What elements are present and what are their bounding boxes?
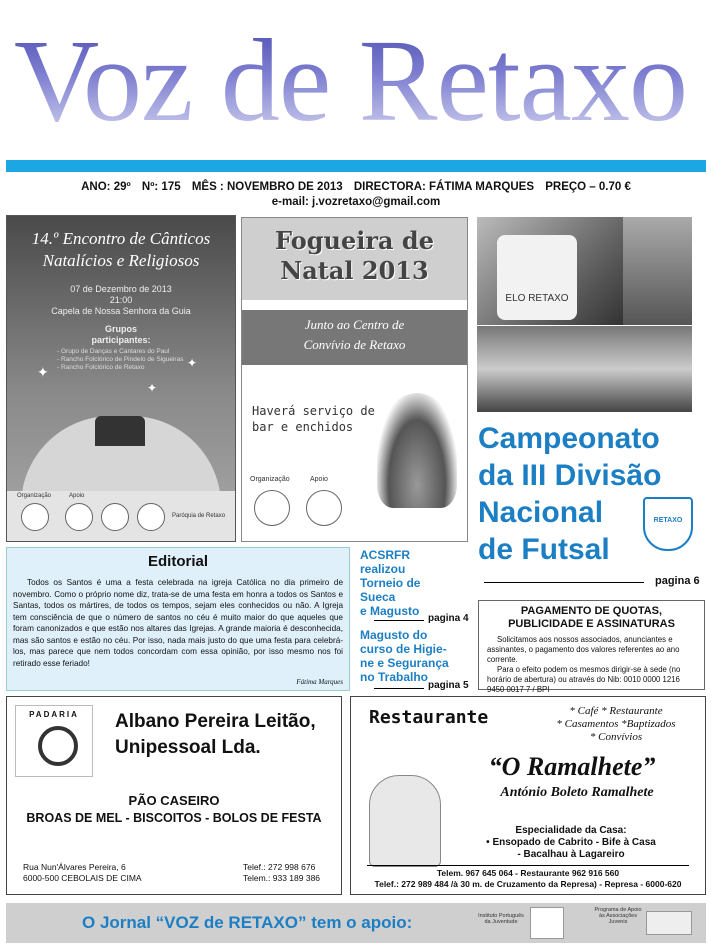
phone-line: Telem.: 933 189 386 [243, 873, 321, 883]
service-line: * Café * Restaurante [569, 705, 663, 717]
news-line: Sueca [360, 590, 396, 604]
address-line: Rua Nun'Álvares Pereira, 6 [23, 862, 126, 872]
padaria-name-line1: Albano Pereira Leitão, [115, 711, 316, 732]
seal-icon [101, 503, 129, 531]
news-headline [360, 628, 472, 684]
quotas-paragraph: Para o efeito podem os mesmos dirigir-se à sede (no horário de abertura) ou através do Nib: 0010 0000 1216 9450 0017 7 / BPI [487, 665, 681, 694]
restaurante-specialties [461, 825, 681, 861]
poster-encontro [6, 215, 236, 542]
padaria-logo-text: PADARIA [29, 710, 79, 719]
club-shield-text: RETAXO [653, 517, 683, 524]
poster-encontro-title-line1: 14.º Encontro de Cânticos [31, 229, 211, 248]
poster-fogueira-title [242, 226, 467, 286]
headline-line: Campeonato [478, 422, 660, 455]
page-ref[interactable]: pagina 4 [428, 613, 469, 624]
poster-fogueira-sub-line2: Convívio de Retaxo [303, 337, 406, 352]
poster-fogueira-sub-line1: Junto ao Centro de [304, 317, 405, 332]
gear-icon [38, 726, 78, 766]
headline-line: de Futsal [478, 533, 610, 566]
headline-line: da III Divisão [478, 459, 662, 492]
news-line: ACSRFR [360, 548, 410, 562]
poster-fogueira-service [252, 403, 375, 435]
nativity-icon [95, 416, 145, 446]
poster-fogueira-title-line2: Natal 2013 [280, 256, 429, 285]
editorial-body: Todos os Santos é uma a festa celebrada na igreja Católica no dia primeiro de novembro. Como o próprio nome diz, trata-se de uma festa em honra a todos os Santos e Santas, todos os mártires, de todos os tempos, sejam eles conhecidos ou não. A Igreja tem consciência de que o número de santos no céu é muito maior do que aqueles que foram canonizados e que estão nos altares das Igrejas. A grande maioria é desconhecida, mas são santos e estão no céu. Por isso, nada mais justo do que uma festa para celebrá-los, mas parece que nem todos concordam com essa opinião, por isso mesmo nos foi retirado esse feriado! [13, 578, 343, 668]
footer-support-bar [6, 903, 706, 943]
address-line: 6000-500 CEBOLAIS DE CIMA [23, 873, 142, 883]
club-shield-icon [643, 497, 693, 551]
restaurante-services [527, 705, 705, 744]
logo-caption: Paróquia de Retaxo [172, 513, 226, 519]
seal-icon [137, 503, 165, 531]
news-item[interactable] [360, 548, 472, 618]
paj-logo-caption: Programa de Apoio às Associações Juvenis [594, 907, 642, 925]
issue-info [6, 181, 706, 193]
service-line1: Haverá serviço de [252, 404, 375, 418]
apoio-label: Apoio [69, 493, 85, 499]
news-line: Magusto do [360, 628, 428, 642]
padaria-products: BROAS DE MEL - BISCOITOS - BOLOS DE FESTA [26, 811, 322, 825]
group-item: - Rancho Folclórico de Pindelo de Sigueiras [57, 356, 184, 363]
news-line: e Magusto [360, 604, 420, 618]
news-line: curso de Higie- [360, 642, 447, 656]
org-label: Organização [250, 476, 290, 483]
padaria-logo [15, 705, 93, 777]
poster-encontro-title-line2: Natalícios e Religiosos [42, 251, 200, 270]
paj-logo-icon [646, 911, 692, 935]
news-line: Torneio de [360, 576, 421, 590]
specialty-title: Especialidade da Casa: [515, 825, 627, 836]
restaurante-label: Restaurante [369, 707, 489, 728]
seal-icon [306, 490, 342, 526]
quotas-title-line2: PUBLICIDADE E ASSINATURAS [508, 618, 675, 630]
poster-encontro-groups [57, 348, 183, 372]
masthead-title: Voz de Retaxo [14, 6, 704, 156]
news-line: realizou [360, 562, 406, 576]
phone-line: Telef.: 272 998 676 [243, 862, 316, 872]
poster-encontro-date: 07 de Dezembro de 2013 [70, 284, 172, 294]
issue-month: MÊS : NOVEMBRO DE 2013 [191, 181, 343, 193]
divider [484, 582, 644, 583]
phone-line: Telem. 967 645 064 - Restaurante 962 916 560 [436, 868, 620, 878]
quotas-body [487, 635, 699, 695]
divider [367, 865, 689, 866]
poster-fogueira-title-line1: Fogueira de [275, 226, 434, 255]
photo-team [477, 326, 692, 412]
cake-text: ELO RETAXO [505, 293, 569, 304]
masthead-divider [6, 160, 706, 172]
restaurante-name: “O Ramalhete” [488, 752, 656, 781]
divider [374, 688, 424, 689]
chef-icon [369, 775, 441, 867]
ad-padaria [6, 696, 342, 895]
star-icon: ✦ [147, 381, 158, 395]
seal-icon [21, 503, 49, 531]
issue-director: DIRECTORA: FÁTIMA MARQUES [353, 181, 535, 193]
divider [374, 620, 424, 621]
padaria-name-line2: Unipessoal Lda. [115, 737, 261, 758]
page-ref[interactable]: pagina 5 [428, 680, 469, 691]
apoio-label: Apoio [310, 476, 328, 483]
service-line: * Casamentos *Baptizados [556, 718, 676, 730]
service-line: * Convívios [589, 731, 643, 743]
editorial-title: Editorial [147, 553, 208, 570]
issue-number: Nº: 175 [141, 181, 181, 193]
poster-fogueira [241, 217, 468, 542]
restaurante-phone [351, 868, 705, 890]
quotas-box [478, 600, 705, 694]
seal-icon [254, 490, 290, 526]
poster-fogueira-subtitle [242, 310, 467, 365]
ad-restaurante [350, 696, 706, 895]
service-line2: bar e enchidos [252, 420, 354, 434]
poster-encontro-title [7, 228, 235, 272]
quotas-paragraph: Solicitamos aos nossos associados, anunciantes e assinantes, o pagamento dos valores referentes ao ano corrente. [487, 635, 680, 664]
issue-email[interactable]: e-mail: j.vozretaxo@gmail.com [271, 196, 441, 208]
padaria-address [23, 862, 142, 884]
padaria-phone [243, 862, 320, 884]
poster-encontro-place: Capela de Nossa Senhora da Guia [51, 306, 191, 316]
restaurante-owner: António Boleto Ramalhete [500, 785, 654, 800]
headline-line: Nacional [478, 496, 604, 529]
poster-encontro-time: 21:00 [109, 295, 133, 305]
news-line: no Trabalho [360, 670, 429, 684]
seal-icon [65, 503, 93, 531]
poster-encontro-groups-label: Grupos [104, 324, 137, 334]
issue-year: ANO: 29º [81, 181, 131, 193]
specialty-item: - Bacalhau à Lagareiro [517, 849, 625, 860]
news-headline [360, 548, 472, 618]
footer-text: O Jornal “VOZ de RETAXO” tem o apoio: [82, 913, 413, 932]
group-item: - Grupo de Danças e Cantares do Paul [57, 348, 170, 355]
poster-encontro-groups-label2: participantes: [91, 335, 151, 345]
page-ref[interactable]: pagina 6 [655, 575, 700, 587]
ipj-logo-icon [530, 907, 564, 939]
star-icon: ✦ [187, 356, 198, 370]
cake-illustration [497, 235, 577, 320]
org-label: Organização [17, 493, 52, 499]
quotas-title [479, 605, 704, 631]
padaria-name [115, 709, 316, 761]
news-item[interactable] [360, 628, 472, 684]
news-line: ne e Segurança [360, 656, 449, 670]
phone-line: Telef.: 272 989 484 /à 30 m. de Cruzamento da Represa) - Represa - 6000-620 [374, 879, 682, 889]
issue-price: PREÇO – 0.70 € [545, 181, 631, 193]
photo-speaker [623, 217, 692, 325]
poster-encontro-logos [7, 491, 235, 541]
specialty-item: • Ensopado de Cabrito - Bife à Casa [486, 837, 656, 848]
editorial-box [6, 547, 350, 691]
ipj-logo-caption: Instituto Português da Juventude [478, 913, 524, 925]
editorial-signature: Fátima Marques [296, 678, 343, 686]
group-item: - Rancho Folclórico de Retaxo [57, 364, 145, 371]
padaria-product: PÃO CASEIRO [128, 793, 220, 808]
star-icon: ✦ [37, 364, 49, 380]
quotas-title-line1: PAGAMENTO DE QUOTAS, [520, 605, 663, 617]
bonfire-icon [377, 393, 457, 508]
